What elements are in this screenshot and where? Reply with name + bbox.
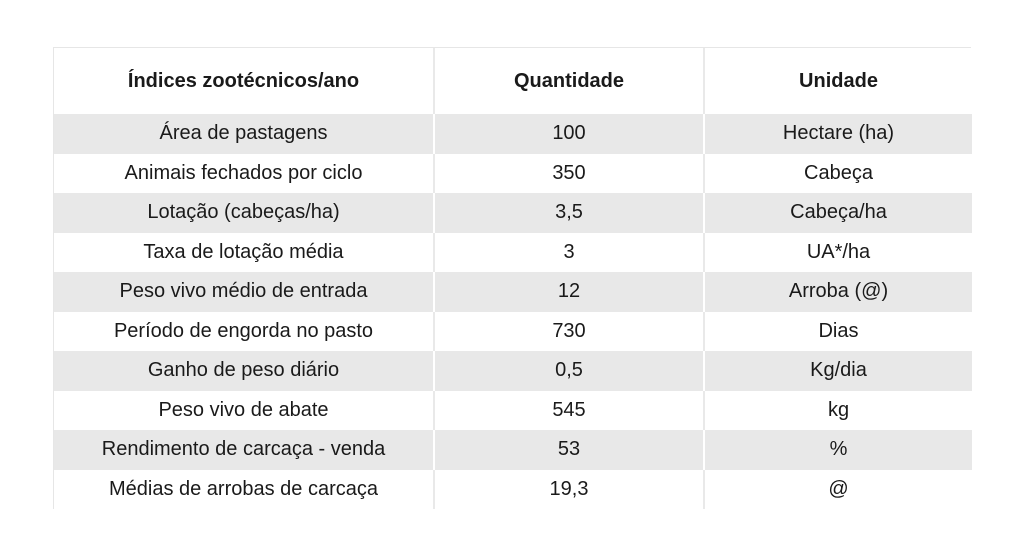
cell-unidade: Cabeça	[704, 154, 972, 194]
cell-unidade: Kg/dia	[704, 351, 972, 391]
table-header	[54, 48, 972, 114]
cell-unidade: Dias	[704, 312, 972, 352]
cell-quantidade: 12	[434, 272, 704, 312]
table-row	[54, 193, 972, 233]
cell-quantidade: 100	[434, 114, 704, 154]
header-quantidade: Quantidade	[434, 48, 704, 114]
cell-unidade: Hectare (ha)	[704, 114, 972, 154]
cell-quantidade: 53	[434, 430, 704, 470]
table-row	[54, 312, 972, 352]
cell-indice: Médias de arrobas de carcaça	[54, 470, 434, 510]
table-row	[54, 272, 972, 312]
cell-quantidade: 730	[434, 312, 704, 352]
table-body	[54, 114, 972, 509]
cell-quantidade: 19,3	[434, 470, 704, 510]
table-row	[54, 470, 972, 510]
table-row	[54, 154, 972, 194]
cell-indice: Período de engorda no pasto	[54, 312, 434, 352]
cell-indice: Animais fechados por ciclo	[54, 154, 434, 194]
cell-indice: Taxa de lotação média	[54, 233, 434, 273]
table-row	[54, 391, 972, 431]
zootechnical-table-container	[53, 47, 971, 509]
cell-quantidade: 545	[434, 391, 704, 431]
cell-indice: Ganho de peso diário	[54, 351, 434, 391]
header-indices: Índices zootécnicos/ano	[54, 48, 434, 114]
zootechnical-table	[54, 48, 972, 509]
cell-indice: Peso vivo de abate	[54, 391, 434, 431]
table-row	[54, 233, 972, 273]
table-row	[54, 430, 972, 470]
cell-unidade: Cabeça/ha	[704, 193, 972, 233]
cell-indice: Área de pastagens	[54, 114, 434, 154]
cell-quantidade: 350	[434, 154, 704, 194]
table-row	[54, 114, 972, 154]
cell-unidade: %	[704, 430, 972, 470]
cell-unidade: Arroba (@)	[704, 272, 972, 312]
cell-indice: Peso vivo médio de entrada	[54, 272, 434, 312]
cell-quantidade: 3	[434, 233, 704, 273]
cell-unidade: kg	[704, 391, 972, 431]
cell-unidade: UA*/ha	[704, 233, 972, 273]
cell-indice: Lotação (cabeças/ha)	[54, 193, 434, 233]
cell-quantidade: 0,5	[434, 351, 704, 391]
cell-indice: Rendimento de carcaça - venda	[54, 430, 434, 470]
table-row	[54, 351, 972, 391]
cell-unidade: @	[704, 470, 972, 510]
header-row	[54, 48, 972, 114]
cell-quantidade: 3,5	[434, 193, 704, 233]
header-unidade: Unidade	[704, 48, 972, 114]
